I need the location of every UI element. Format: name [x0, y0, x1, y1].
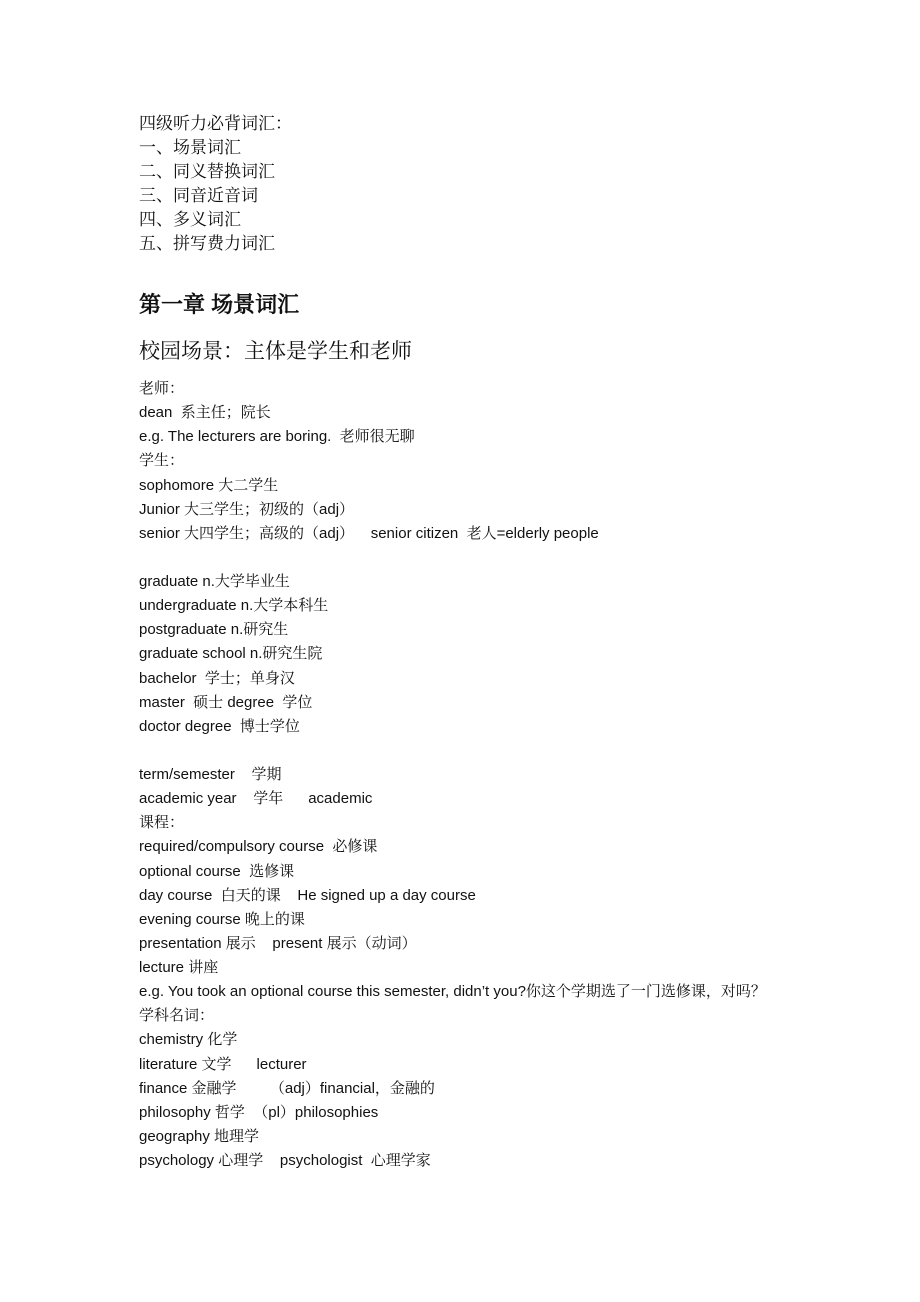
vocab-line: 课程：: [139, 814, 185, 832]
vocab-line: presentation 展示 present 展示（动词）: [139, 934, 417, 952]
vocab-line: senior 大四学生；高级的（adj） senior citizen 老人=elderly people: [139, 524, 599, 542]
vocab-line: psychology 心理学 psychologist 心理学家: [139, 1152, 431, 1169]
vocab-line: sophomore 大二学生: [139, 476, 279, 494]
toc-item: 一、场景词汇: [139, 138, 241, 157]
vocab-line: bachelor 学士；单身汉: [139, 669, 295, 687]
toc-item: 五、拼写费力词汇: [139, 234, 275, 253]
vocab-line: graduate n.大学毕业生: [139, 573, 290, 590]
vocab-line: required/compulsory course 必修课: [139, 838, 378, 856]
chapter-heading: 第一章 场景词汇: [139, 292, 300, 317]
vocab-line: [139, 546, 766, 570]
vocab-line: doctor degree 博士学位: [139, 717, 300, 735]
vocab-line: e.g. The lecturers are boring. 老师很无聊: [139, 428, 415, 446]
vocab-line: optional course 选修课: [139, 862, 295, 880]
vocabulary-list: [139, 377, 766, 1173]
vocab-line: evening course 晚上的课: [139, 910, 305, 928]
section-heading: 校园场景：主体是学生和老师: [139, 340, 412, 363]
vocab-line: [139, 739, 766, 763]
vocab-line: undergraduate n.大学本科生: [139, 597, 329, 615]
vocab-line: lecture 讲座: [139, 959, 219, 976]
vocab-line: chemistry 化学: [139, 1031, 238, 1049]
vocab-line: dean 系主任；院长: [139, 404, 271, 422]
table-of-contents: [139, 112, 292, 256]
vocab-line: day course 白天的课 He signed up a day course: [139, 886, 476, 904]
toc-title: 四级听力必背词汇：: [139, 114, 292, 133]
vocab-line: Junior 大三学生；初级的（adj）: [139, 500, 355, 518]
vocab-line: 学科名词：: [139, 1007, 215, 1025]
vocab-line: philosophy 哲学 （pl）philosophies: [139, 1103, 379, 1121]
vocab-line: e.g. You took an optional course this semester, didn’t you?你这个学期选了一门选修课，对吗？: [139, 983, 766, 1001]
vocab-line: 学生：: [139, 452, 185, 470]
vocab-line: graduate school n.研究生院: [139, 645, 323, 663]
vocab-line: 老师：: [139, 380, 185, 397]
vocab-line: master 硕士 degree 学位: [139, 693, 313, 711]
vocab-line: literature 文学 lecturer: [139, 1055, 307, 1073]
vocab-line: finance 金融学 （adj）financial，金融的: [139, 1079, 435, 1097]
vocab-line: geography 地理学: [139, 1127, 260, 1145]
vocab-line: postgraduate n.研究生: [139, 621, 289, 639]
vocab-line: term/semester 学期: [139, 766, 282, 783]
vocab-line: academic year 学年 academic: [139, 790, 373, 808]
toc-item: 四、多义词汇: [139, 210, 241, 229]
toc-item: 三、同音近音词: [139, 186, 258, 205]
toc-item: 二、同义替换词汇: [139, 162, 275, 181]
